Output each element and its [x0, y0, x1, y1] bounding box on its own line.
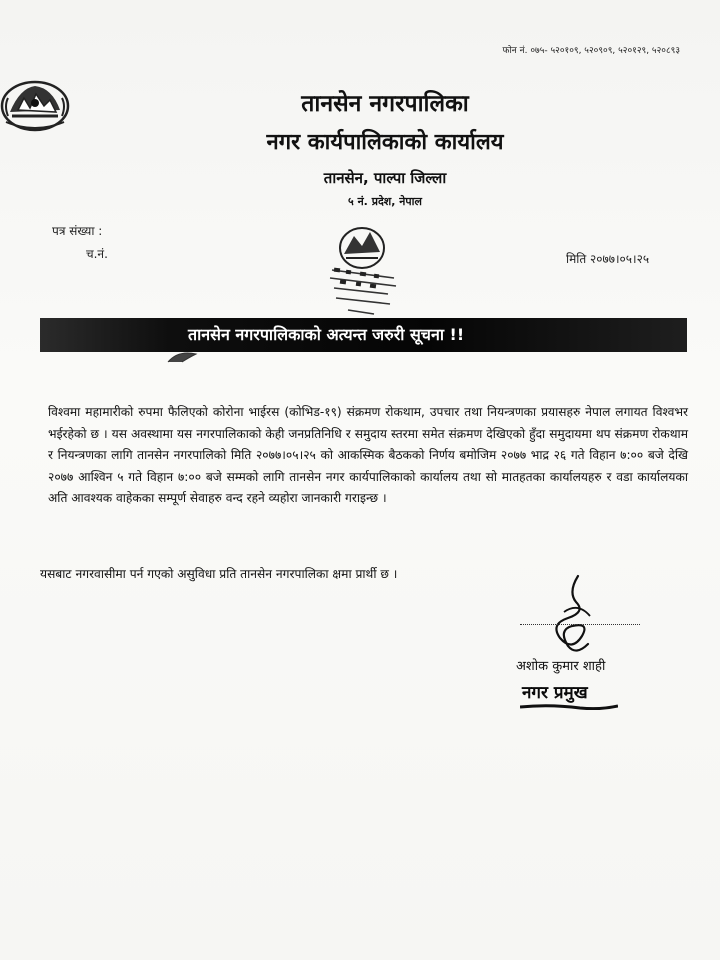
phone-numbers: फोन नं. ०७५- ५२०१०९, ५२०९०९, ५२०१२९, ५२०८९३ [502, 46, 680, 56]
nepal-emblem-icon [0, 76, 70, 134]
office-subtitle: नगर कार्यपालिकाको कार्यालय [266, 130, 504, 155]
office-location: तानसेन, पाल्पा जिल्ला [323, 169, 447, 187]
office-name: तानसेन नगरपालिका [301, 91, 469, 117]
office-province: ५ नं. प्रदेश, नेपाल [348, 195, 422, 208]
urgent-notice-title: तानसेन नगरपालिकाको अत्यन्त जरुरी सूचना !! [188, 325, 465, 344]
office-seal-icon [312, 218, 412, 323]
signature-line [520, 624, 640, 625]
notice-body: विश्वमा महामारीको रुपमा फैलिएको कोरोना भाईरस (कोभिड-१९) संक्रमण रोकथाम, उपचार तथा नियन्त्रणका प्रयासहरु नेपाल लगायत विश्वभर भईरहेको छ । यस अवस्थामा यस नगरपालिकाको केही जनप्रतिनिधि र समुदाय स्तरमा समेत संक्रमण देखिएको हुँदा समुदायमा थप संक्रमण रोकथाम र नियन्त्रणका लागि तानसेन नगरपालिको मिति २०७७।०५।२५ को आकस्मिक बैठकको निर्णय बमोजिम २०७७ भाद्र २६ गते विहान ७:०० बजे देखि २०७७ आश्विन ५ गते विहान ७:०० बजे सम्मको लागि तानसेन नगर कार्यपालिकाको कार्यालय तथा सो मातहतका कार्यालयहरु र वडा कार्यालयका अति आवश्यक वाहेकका सम्पूर्ण सेवाहरु वन्द रहने व्यहोरा जानकारी गराइन्छ । [48, 405, 688, 505]
stamp-underline-icon [520, 704, 618, 710]
pen-mark-icon [166, 346, 202, 366]
letter-date: मिति २०७७।०५।२५ [566, 252, 650, 266]
letter-number-label: पत्र संख्या : [52, 224, 103, 238]
signer-name: अशोक कुमार शाही [516, 659, 606, 674]
dispatch-number-label: च.नं. [86, 247, 108, 261]
signer-title-stamp: नगर प्रमुख [522, 683, 588, 703]
signature-scribble-icon [538, 572, 608, 658]
notice-closing: यसबाट नगरवासीमा पर्न गएको असुविधा प्रति तानसेन नगरपालिका क्षमा प्रार्थी छ । [40, 567, 398, 581]
